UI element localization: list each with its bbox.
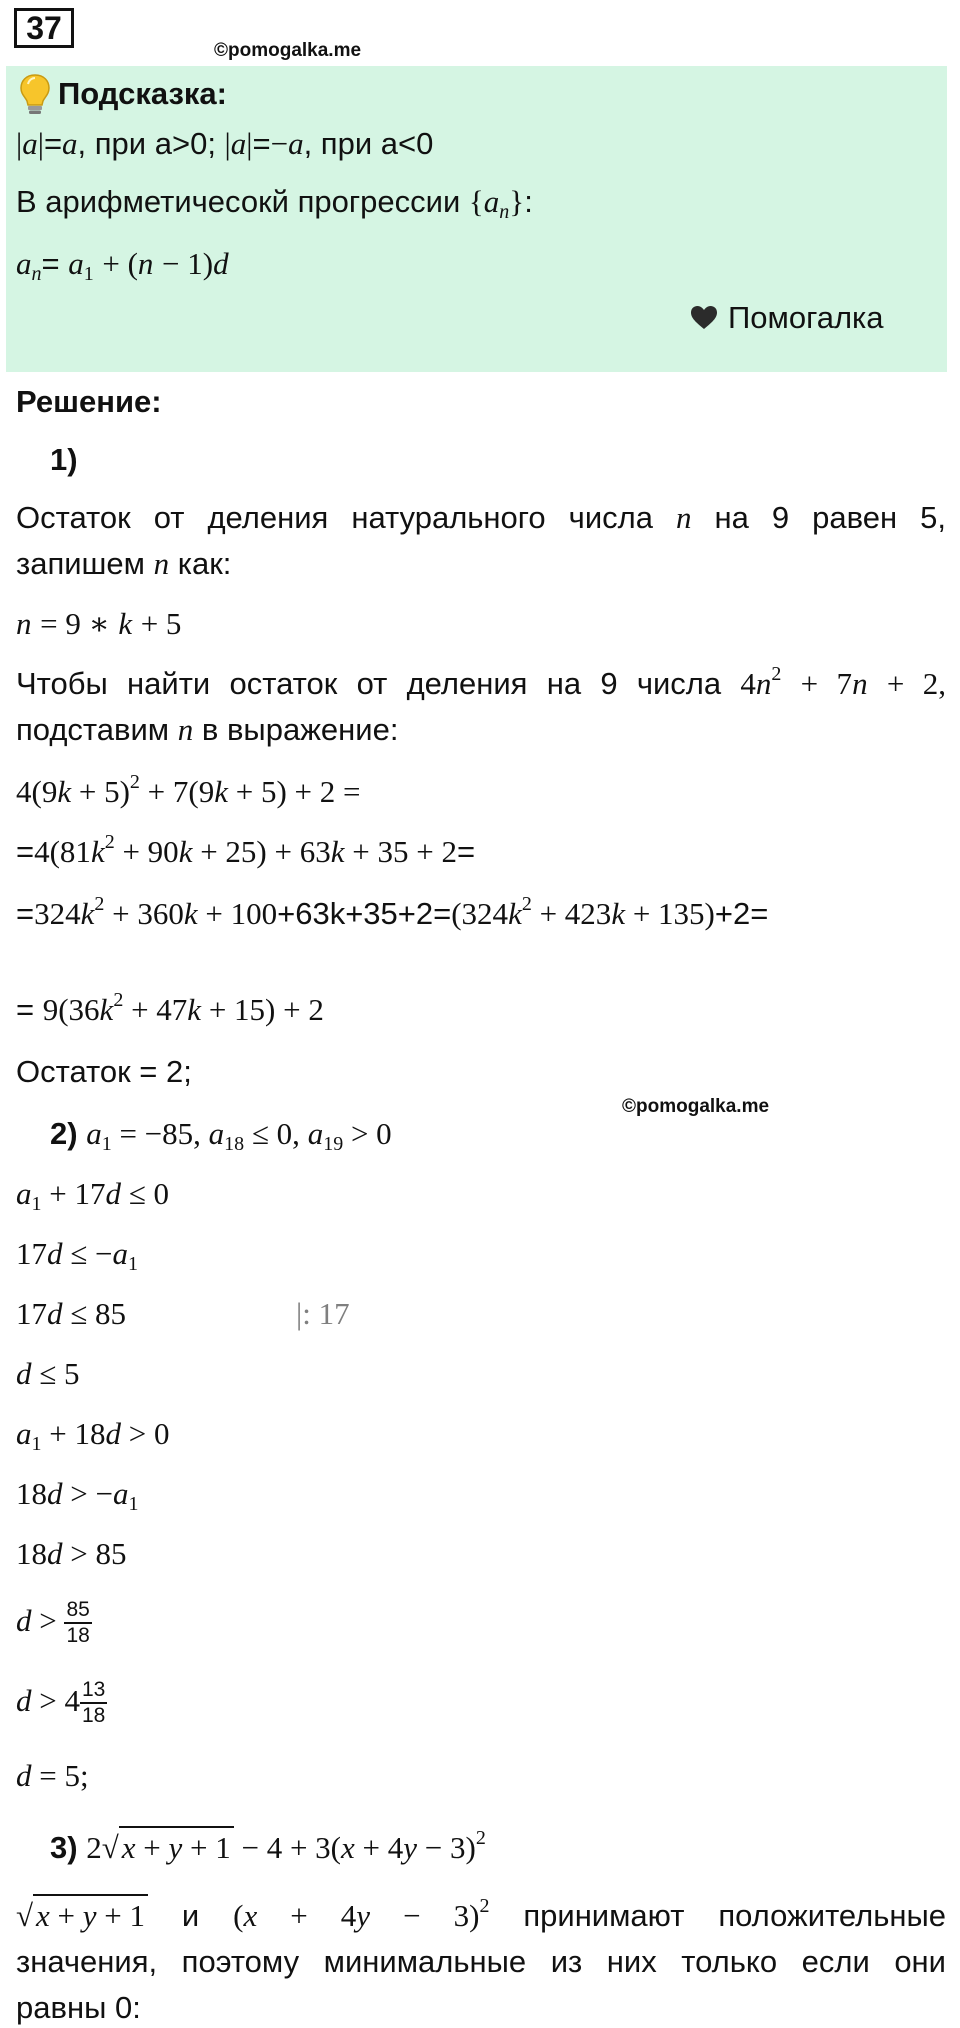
sqrt-expression-2: √x + y + 1 bbox=[16, 1894, 148, 1936]
part1-text-line1: Остаток от деления натурального числа n на 9 равен 5, bbox=[16, 500, 946, 535]
part2-label: 2) bbox=[50, 1116, 78, 1151]
brand-name: Помогалка bbox=[728, 300, 884, 335]
hint-line-abs: |a|=a, при а>0; |a|=−a, при а<0 bbox=[16, 126, 434, 161]
ineq-7: 18d > 85 bbox=[16, 1536, 127, 1571]
ineq-3: 17d ≤ 85 bbox=[16, 1296, 127, 1331]
part3-header: 3) $2√x + y + 1 - 4 + 3(x + 4y - 3)^2$ bbox=[50, 1826, 486, 1868]
heart-icon bbox=[690, 305, 718, 331]
hint-line1-sep: , при а>0; bbox=[77, 126, 225, 161]
part2-header: 2) $a_1 = -85$, $a_{18} \le 0$, $a_{19} > 0$ bbox=[50, 1116, 392, 1155]
solution-heading: Решение: bbox=[16, 384, 162, 419]
part1-text-line4: подставим n в выражение: bbox=[16, 712, 399, 747]
part3-text-line3: равны 0: bbox=[16, 1990, 141, 2025]
watermark-top: ©pomogalka.me bbox=[214, 40, 362, 61]
fraction-85-18: $\frac{85}{18}$ bbox=[66, 1598, 90, 1647]
part1-text-line2: запишем n как: bbox=[16, 546, 232, 581]
p5-and: и bbox=[181, 1898, 200, 1933]
hint-line-progression: В арифметичесокй прогрессии $\{a_n\}$: bbox=[16, 184, 533, 223]
p2-text-end: как: bbox=[177, 546, 232, 581]
ineq-5: $a_1 + 18d > 0$ bbox=[16, 1416, 170, 1455]
lightbulb-icon bbox=[18, 72, 52, 116]
p3-text: Чтобы найти остаток от деления на 9 числа bbox=[16, 666, 722, 701]
ineq-1: $a_1 + 17d \le 0$ bbox=[16, 1176, 169, 1215]
part3-label: 3) bbox=[50, 1830, 78, 1865]
calc-line1: $4(9k + 5)^2 + 7(9k + 5) + 2$ = bbox=[16, 771, 361, 809]
result-d: d = 5; bbox=[16, 1758, 89, 1793]
divide-note: |: 17 bbox=[296, 1296, 350, 1331]
p4-text-end: в выражение: bbox=[201, 712, 399, 747]
part3-text-line1: √x + y + 1 и $(x + 4y - 3)^2$ принимают положительные bbox=[16, 1894, 946, 1936]
p1-text: Остаток от деления натурального числа bbox=[16, 500, 653, 535]
remainder-line: Остаток = 2; bbox=[16, 1054, 192, 1089]
p4-text: подставим bbox=[16, 712, 170, 747]
watermark-middle: ©pomogalka.me bbox=[622, 1096, 770, 1117]
hint-title: Подсказка: bbox=[58, 76, 227, 111]
sqrt-expression: √x + y + 1 bbox=[102, 1826, 234, 1868]
eq-n: n = 9 ∗ k + 5 bbox=[16, 606, 182, 641]
ineq-9: d > 4 $\frac{13}{18}$ bbox=[16, 1678, 106, 1727]
calc-line4: = $9(36k^2 + 47k + 15) + 2$ bbox=[16, 989, 324, 1027]
part1-text-line3: Чтобы найти остаток от деления на 9 числа $4n^2 + 7n + 2$, bbox=[16, 663, 946, 701]
ineq-8: d > $\frac{85}{18}$ bbox=[16, 1598, 90, 1647]
fraction-13-18: $\frac{13}{18}$ bbox=[81, 1678, 106, 1727]
p1-text-end: на 9 равен 5, bbox=[714, 500, 946, 535]
part3-text-line2: значения, поэтому минимальные из них только если они bbox=[16, 1944, 946, 1979]
p2-text: запишем bbox=[16, 546, 145, 581]
ineq-6: $18d > -a_1$ bbox=[16, 1476, 139, 1515]
p5-end: принимают положительные bbox=[523, 1898, 947, 1933]
calc-line3: $=324k^2 + 360k + 100+63k+35+2=(324k^2 + 423k + 135)+2=$ bbox=[16, 893, 769, 931]
ineq-2: $17d \le -a_1$ bbox=[16, 1236, 138, 1275]
part1-label: 1) bbox=[50, 442, 78, 477]
ineq-4: d ≤ 5 bbox=[16, 1356, 80, 1391]
calc-line2: $=4(81k^2 + 90k + 25) + 63k + 35 + 2=$ bbox=[16, 831, 476, 869]
hint-line2-text: В арифметичесокй прогрессии bbox=[16, 184, 469, 219]
task-number: 37 bbox=[14, 8, 74, 48]
hint-formula: $a_n= a_1 + (n - 1)d$ bbox=[16, 246, 229, 285]
hint-line1-end: , при а<0 bbox=[303, 126, 434, 161]
